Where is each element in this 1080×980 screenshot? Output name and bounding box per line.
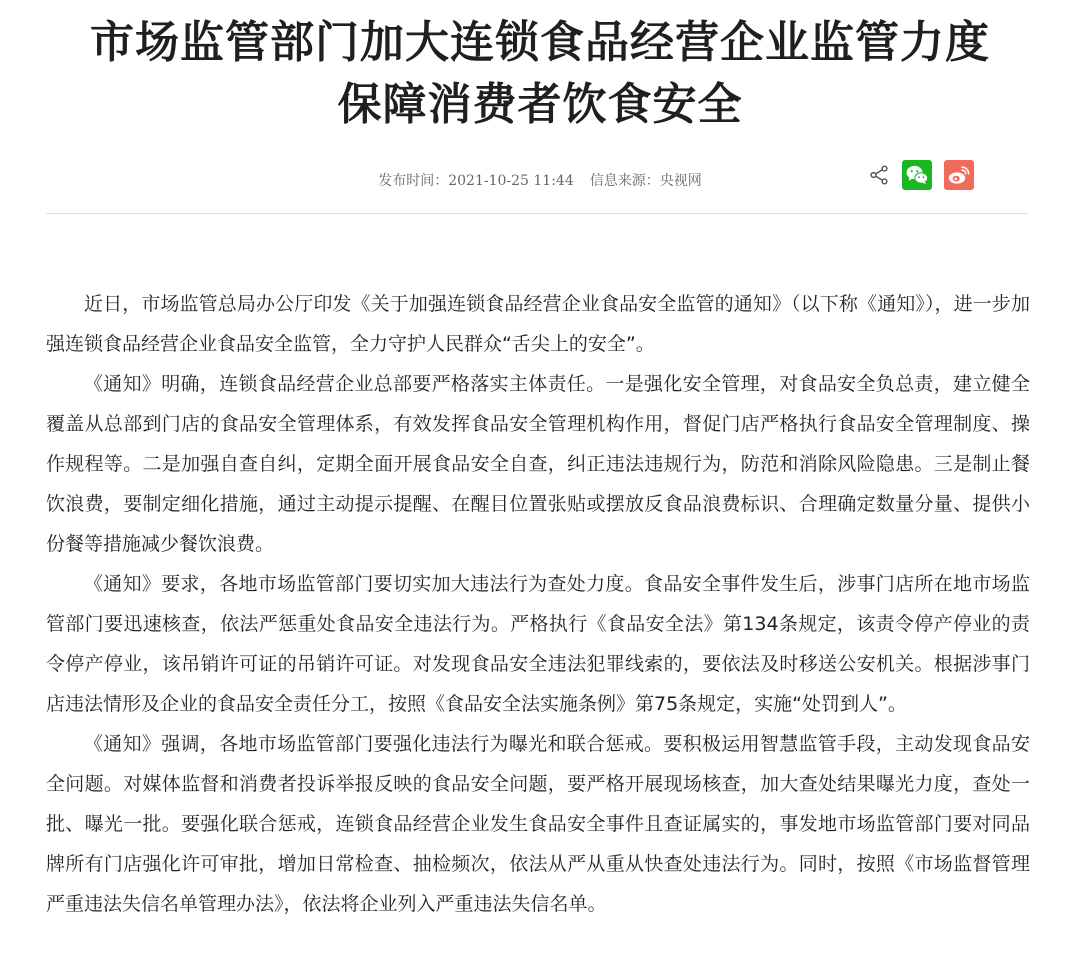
publish-time: 发布时间：2021-10-25 11:44 — [378, 173, 574, 189]
article-title — [0, 0, 1080, 136]
article-source: 信息来源：央视网 — [589, 173, 702, 189]
article-title-line-1: 市场监管部门加大连锁食品经营企业监管力度 — [90, 17, 990, 68]
article-paragraph-2: 《通知》明确，连锁食品经营企业总部要严格落实主体责任。一是强化安全管理，对食品安全负总责，建立健全覆盖从总部到门店的食品安全管理体系，有效发挥食品安全管理机构作用，督促门店严格执行食品安全管理制度、操作规程等。二是加强自查自纠，定期全面开展食品安全自查，纠正违法违规行为，防范和消除风险隐患。三是制止餐饮浪费，要制定细化措施，通过主动提示提醒、在醒目位置张贴或摆放反食品浪费标识、合理确定数量分量、提供小份餐等措施减少餐饮浪费。 — [46, 373, 1030, 555]
wechat-icon — [905, 164, 929, 186]
weibo-share-button[interactable] — [944, 160, 974, 190]
article-paragraph-1: 近日，市场监管总局办公厅印发《关于加强连锁食品经营企业食品安全监管的通知》（以下称《通知》），进一步加强连锁食品经营企业食品安全监管，全力守护人民群众“舌尖上的安全”。 — [46, 293, 1030, 355]
article-paragraph-3: 《通知》要求，各地市场监管部门要切实加大违法行为查处力度。食品安全事件发生后，涉事门店所在地市场监管部门要迅速核查，依法严惩重处食品安全违法行为。严格执行《食品安全法》第134条规定，该责令停产停业的责令停产停业，该吊销许可证的吊销许可证。对发现食品安全违法犯罪线索的，要依法及时移送公安机关。根据涉事门店违法情形及企业的食品安全责任分工，按照《食品安全法实施条例》第75条规定，实施“处罚到人”。 — [46, 573, 1030, 715]
weibo-icon — [947, 164, 971, 186]
share-bar — [868, 160, 974, 190]
article-body — [46, 284, 1030, 924]
article-title-line-2: 保障消费者饮食安全 — [337, 79, 743, 130]
wechat-share-button[interactable] — [902, 160, 932, 190]
header-divider — [46, 213, 1028, 214]
article-paragraph-4: 《通知》强调，各地市场监管部门要强化违法行为曝光和联合惩戒。要积极运用智慧监管手段，主动发现食品安全问题。对媒体监督和消费者投诉举报反映的食品安全问题，要严格开展现场核查，加大查处结果曝光力度，查处一批、曝光一批。要强化联合惩戒，连锁食品经营企业发生食品安全事件且查证属实的，事发地市场监管部门要对同品牌所有门店强化许可审批，增加日常检查、抽检频次，依法从严从重从快查处违法行为。同时，按照《市场监督管理严重违法失信名单管理办法》，依法将企业列入严重违法失信名单。 — [46, 733, 1030, 915]
share-icon[interactable] — [868, 164, 890, 186]
